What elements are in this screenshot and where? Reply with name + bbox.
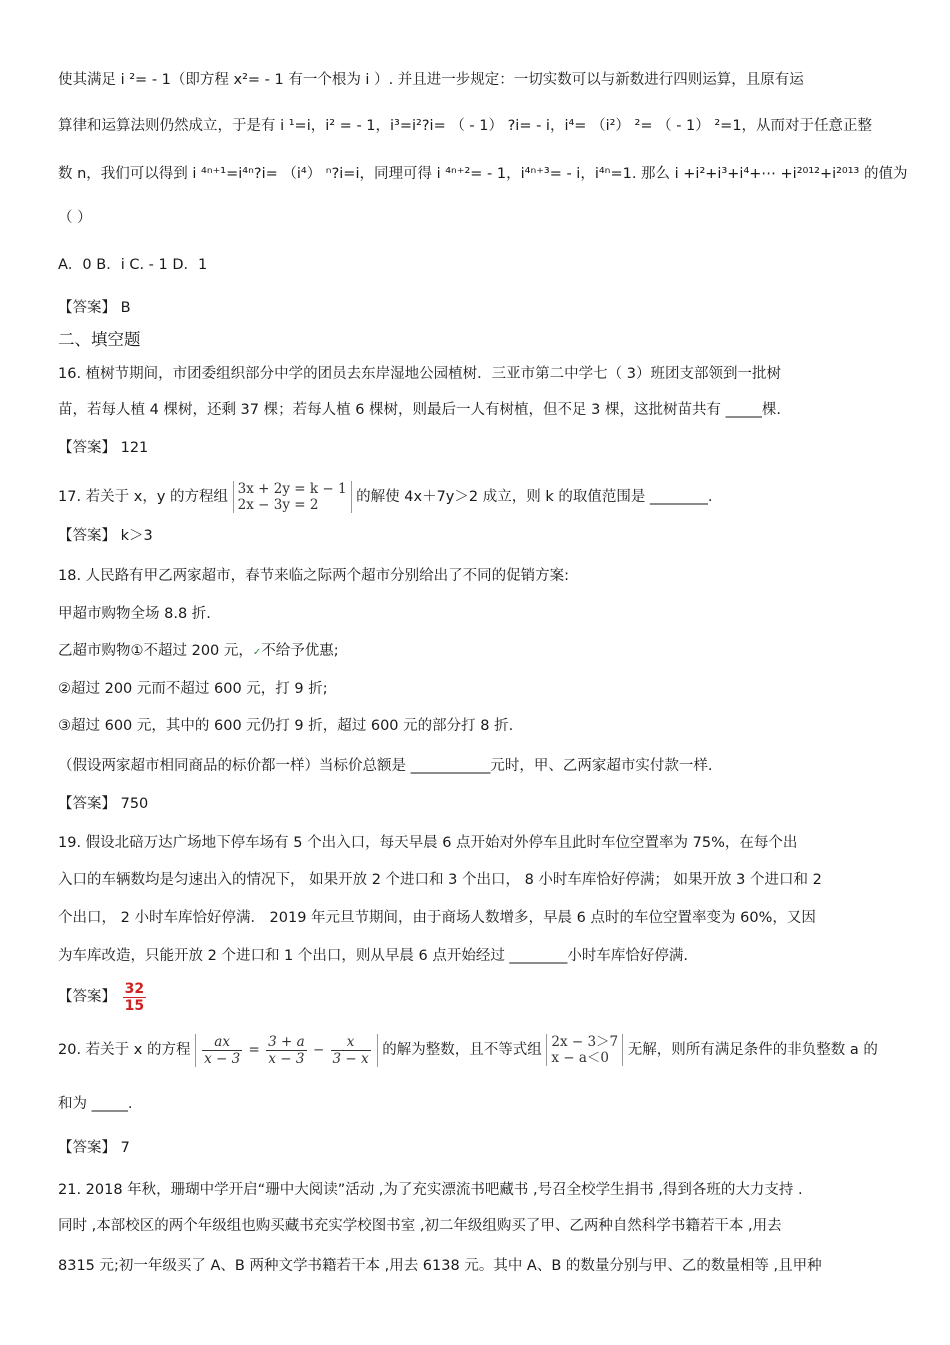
- answer-label: [58, 978, 892, 1016]
- text-line: 8315 元;初一年级买了 A、B 两种文学书籍若干本 ,用去 6138 元。其中 A、B 的数量分别与甲、乙的数量相等 ,且甲种: [58, 1258, 822, 1274]
- fraction-denominator: x − 3: [204, 1050, 241, 1067]
- choice-options: A．0 B．i C. - 1 D．1: [58, 257, 208, 273]
- answer-label: 【答案】 B: [58, 300, 131, 316]
- fraction-denominator: x − 3: [268, 1050, 305, 1067]
- equals-sign: =: [248, 1041, 260, 1058]
- answer-blank: （ ）: [58, 210, 92, 226]
- fraction-numerator: ax: [202, 1034, 242, 1051]
- text-line: （假设两家超市相同商品的标价都一样）当标价总额是 ___________元时，甲、乙两家超市实付款一样.: [58, 758, 713, 774]
- question-20: [58, 1030, 892, 1070]
- text-segment: 的解为整数，且不等式组: [382, 1042, 542, 1058]
- fraction-numerator: 3 + a: [268, 1033, 305, 1050]
- question-21: 21. 2018 年秋，珊瑚中学开启“珊中大阅读”活动 ,为了充实漂流书吧藏书 ,号召全校学生捐书 ,得到各班的大力支持 .: [58, 1182, 803, 1198]
- fraction-denominator: 15: [124, 997, 145, 1014]
- text-line: 使其满足 i ²= - 1（即方程 x²= - 1 有一个根为 i ）. 并且进一步规定：一切实数可以与新数进行四则运算，且原有运: [58, 72, 804, 88]
- inequality-system: [546, 1034, 623, 1066]
- text-line: 为车库改造，只能开放 2 个进口和 1 个出口，则从早晨 6 点开始经过 ________小时车库恰好停满.: [58, 948, 689, 964]
- text-line: ②超过 200 元而不超过 600 元，打 9 折;: [58, 681, 328, 697]
- question-16: 16. 植树节期间，市团委组织部分中学的团员去东岸湿地公园植树．三亚市第二中学七（ 3）班团支部领到一批树: [58, 366, 781, 382]
- mark-icon: ✓: [252, 647, 262, 658]
- text-segment: 17. 若关于 x，y 的方程组: [58, 489, 229, 505]
- text-segment: 【答案】: [58, 989, 116, 1005]
- question-19: 19. 假设北碚万达广场地下停车场有 5 个出入口，每天早晨 6 点开始对外停车且此时车位空置率为 75%，在每个出: [58, 835, 798, 851]
- text-segment: 乙超市购物①不超过 200 元，: [58, 643, 253, 659]
- text-segment: 无解，则所有满足条件的非负整数 a 的: [627, 1042, 878, 1058]
- text-line: 数 n，我们可以得到 i ⁴ⁿ⁺¹=i⁴ⁿ?i= （i⁴） ⁿ?i=i，同理可得 i ⁴ⁿ⁺²= - 1，i⁴ⁿ⁺³= - i，i⁴ⁿ=1. 那么 i +i²+i³+i⁴+⋯ +i²⁰¹²+i²⁰¹³ 的值为: [58, 166, 908, 182]
- fraction: [266, 1034, 307, 1067]
- text-line: 个出口， 2 小时车库恰好停满． 2019 年元旦节期间，由于商场人数增多，早晨 6 点时的车位空置率变为 60%，又因: [58, 910, 816, 926]
- text-segment: 20. 若关于 x 的方程: [58, 1042, 191, 1058]
- text-line: 和为 _____.: [58, 1096, 133, 1112]
- fraction: [202, 1034, 242, 1067]
- fraction-numerator: 32: [124, 980, 145, 997]
- fraction-numerator: x: [331, 1034, 371, 1051]
- text-line: 同时 ,本部校区的两个年级组也购买藏书充实学校图书室 ,初二年级组购买了甲、乙两种自然科学书籍若干本 ,用去: [58, 1218, 782, 1234]
- answer-label: 【答案】 7: [58, 1140, 130, 1156]
- text-line: 入口的车辆数均是匀速出入的情况下， 如果开放 2 个进口和 3 个出口， 8 小时车库恰好停满； 如果开放 3 个进口和 2: [58, 872, 822, 888]
- text-line: 苗，若每人植 4 棵树，还剩 37 棵；若每人植 6 棵树，则最后一人有树植，但不足 3 棵，这批树苗共有 _____棵.: [58, 402, 781, 418]
- section-heading: 二、填空题: [58, 330, 141, 349]
- equation-system: [233, 481, 352, 513]
- text-line: 甲超市购物全场 8.8 折.: [58, 606, 211, 622]
- text-segment: 的解使 4x＋7y＞2 成立，则 k 的取值范围是 ________.: [356, 489, 713, 505]
- answer-label: 【答案】 121: [58, 440, 149, 456]
- fraction: [331, 1034, 371, 1067]
- answer-label: 【答案】 k＞3: [58, 528, 153, 544]
- text-line: ③超过 600 元，其中的 600 元仍打 9 折，超过 600 元的部分打 8 折.: [58, 718, 514, 734]
- equation-line: 2x − 3y = 2: [237, 497, 319, 513]
- answer-fraction: [123, 981, 146, 1014]
- answer-label: 【答案】 750: [58, 796, 149, 812]
- minus-sign: −: [312, 1041, 325, 1058]
- inequality-line: 2x − 3＞7: [551, 1034, 619, 1050]
- text-segment: 不给予优惠;: [261, 643, 339, 659]
- equation-20: [195, 1034, 378, 1067]
- equation-line: 3x + 2y = k − 1: [237, 481, 347, 497]
- question-18: 18. 人民路有甲乙两家超市，春节来临之际两个超市分别给出了不同的促销方案:: [58, 568, 570, 584]
- question-17: [58, 480, 892, 514]
- fraction-denominator: 3 − x: [332, 1050, 369, 1067]
- text-line: 算律和运算法则仍然成立，于是有 i ¹=i，i² = - 1，i³=i²?i= （ - 1） ?i= - i，i⁴= （i²） ²= （ - 1） ²=1，从而对于任意正整: [58, 118, 873, 134]
- inequality-line: x − a＜0: [551, 1050, 610, 1066]
- text-line: [58, 641, 892, 663]
